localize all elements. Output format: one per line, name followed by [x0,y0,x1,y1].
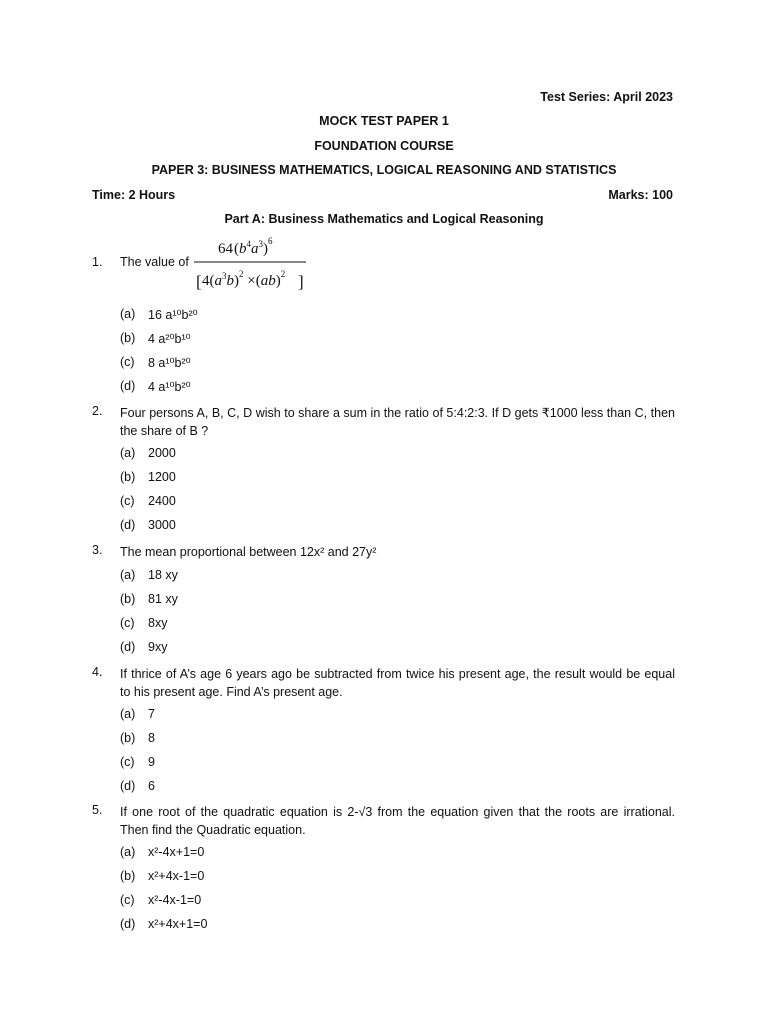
time-label: Time: 2 Hours [92,188,176,202]
option-value: 9xy [148,640,168,654]
question-number: 2. [92,404,103,418]
option-value: 18 xy [148,568,178,582]
option-label: (a) [120,845,136,859]
svg-text:4(a3b)2 ×(ab)2: $4(a^3b)^2 \times(ab)^2$ [202,269,286,289]
option-value: 8 a¹⁰b²⁰ [148,356,191,370]
paper-subject: PAPER 3: BUSINESS MATHEMATICS, LOGICAL REASONING AND STATISTICS [151,163,617,177]
option-value: 1200 [148,470,176,484]
svg-text:[: [ [196,272,202,291]
question-number: 3. [92,543,103,557]
question-number: 5. [92,803,103,817]
option-value: 81 xy [148,592,178,606]
option-label: (a) [120,446,136,460]
option-label: (a) [120,307,136,321]
question-number: 4. [92,665,103,679]
option-label: (c) [120,616,135,630]
option-value: 9 [148,755,155,769]
option-label: (b) [120,592,136,606]
option-label: (c) [120,893,135,907]
course-title: FOUNDATION COURSE [314,139,454,153]
option-label: (b) [120,331,136,345]
option-value: 2400 [148,494,176,508]
option-label: (d) [120,379,136,393]
question-text: The mean proportional between 12x² and 27y² [120,545,377,559]
marks-label: Marks: 100 [608,188,673,202]
option-value: 16 a¹⁰b²⁰ [148,308,198,322]
fraction-expression [190,235,310,297]
option-label: (a) [120,707,136,721]
option-label: (b) [120,869,136,883]
question-text: If thrice of A’s age 6 years ago be subtracted from twice his present age, the result would be equal to his present age. Find A’s present age. [120,667,675,699]
option-value: x²+4x-1=0 [148,869,205,883]
option-label: (d) [120,518,136,532]
question-text: If one root of the quadratic equation is 2-√3 from the equation given that the roots are irrational. Then find the Quadratic equation. [120,805,675,837]
test-series-label: Test Series: April 2023 [540,90,673,104]
option-value: 8xy [148,616,168,630]
option-value: 2000 [148,446,176,460]
option-value: 3000 [148,518,176,532]
option-label: (b) [120,470,136,484]
option-value: x²+4x+1=0 [148,917,208,931]
option-label: (d) [120,917,136,931]
option-value: 8 [148,731,155,745]
option-label: (c) [120,355,135,369]
option-value: x²-4x+1=0 [148,845,205,859]
question-text: Four persons A, B, C, D wish to share a sum in the ratio of 5:4:2:3. If D gets ₹1000 less than C, then the share of B ? [120,406,675,438]
option-label: (d) [120,779,136,793]
part-heading: Part A: Business Mathematics and Logical Reasoning [224,212,544,226]
svg-text:64(b4a3)6: $64(b^4a^3)^6$ [218,236,273,257]
option-value: 6 [148,779,155,793]
option-label: (b) [120,731,136,745]
option-value: x²-4x-1=0 [148,893,202,907]
option-label: (c) [120,755,135,769]
option-label: (c) [120,494,135,508]
question-text: The value of [120,255,189,269]
option-label: (a) [120,568,136,582]
option-value: 7 [148,707,155,721]
option-value: 4 a²⁰b¹⁰ [148,332,191,346]
paper-title: MOCK TEST PAPER 1 [319,114,449,128]
svg-text:]: ] [298,272,304,291]
question-number: 1. [92,255,103,269]
option-value: 4 a¹⁰b²⁰ [148,380,191,394]
option-label: (d) [120,640,136,654]
